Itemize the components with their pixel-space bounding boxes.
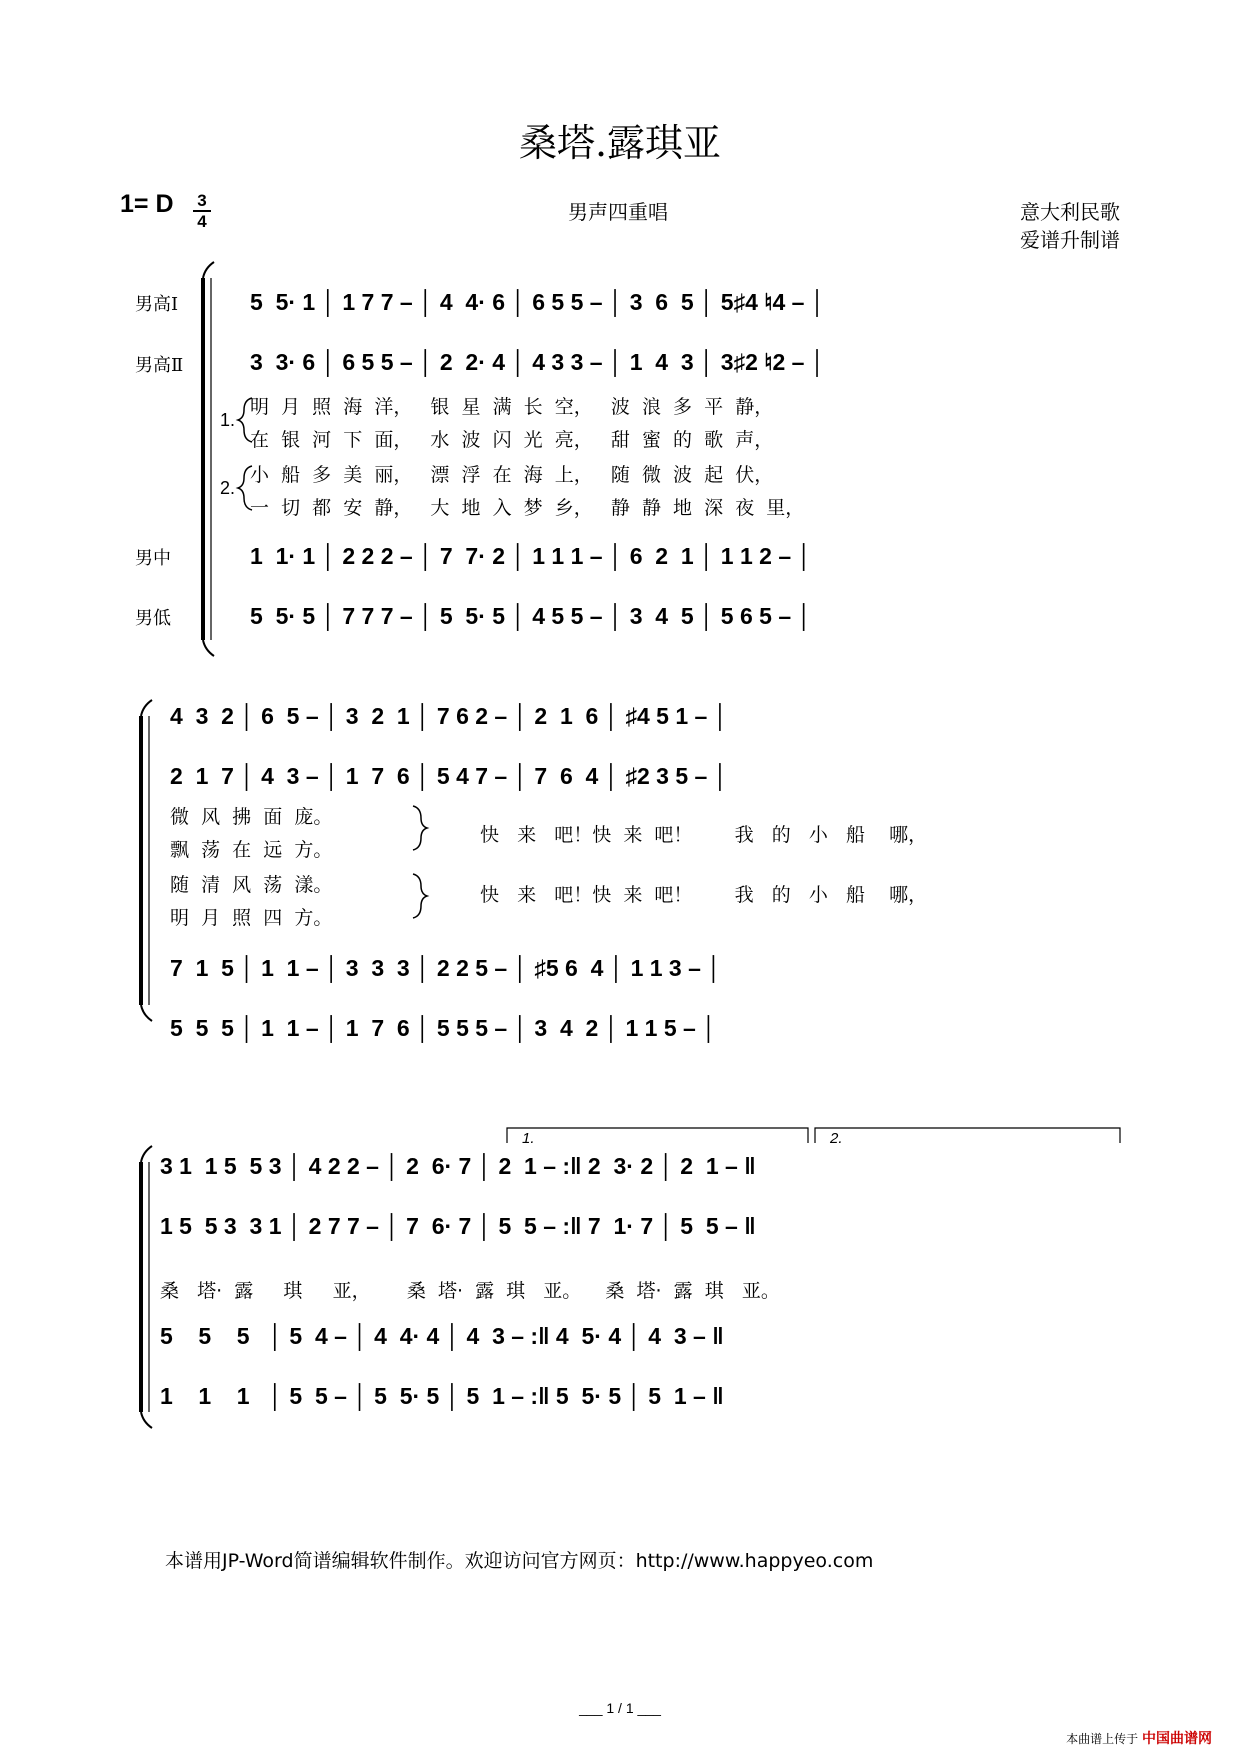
- system-2-tenor-1-notes: 4 3 2 │ 6 5 – │ 3 2 1 │ 7 6 2 – │ 2 1 6 │ ♯4 5 1 – │: [170, 703, 729, 729]
- system-2-lyric-line: 明 月 照 四 方。: [170, 907, 333, 929]
- subtitle: 男声四重唱: [568, 200, 668, 224]
- footer-note: 本谱用JP-Word简谱编辑软件制作。欢迎访问官方网页：http://www.happyeo.com: [165, 1550, 874, 1572]
- part-name-bass: 男低: [135, 608, 171, 629]
- time-signature-bottom: 4: [197, 212, 207, 231]
- verse-label-2: 2.: [220, 478, 236, 498]
- system-2-refrain-line: 快 来 吧！快 来 吧！ 我 的 小 船 哪，: [480, 824, 928, 846]
- ending-2-label: 2.: [830, 1130, 843, 1147]
- volta-1: [507, 1128, 808, 1143]
- watermark-site: 中国曲谱网: [1142, 1731, 1212, 1747]
- ending-1-label: 1.: [522, 1130, 535, 1147]
- composer: 意大利民歌: [1020, 200, 1120, 224]
- system-1-lyric-line: 明 月 照 海 洋， 银 星 满 长 空， 波 浪 多 平 静，: [250, 396, 774, 418]
- verse-1-close-brace: [413, 806, 427, 850]
- system-2-tenor-2-notes: 2 1 7 │ 4 3 – │ 1 7 6 │ 5 4 7 – │ 7 6 4 │ ♯2 3 5 – │: [170, 763, 729, 789]
- system-2-lyric-line: 随 清 风 荡 漾。: [170, 874, 333, 896]
- part-name-tenor-2: 男高Ⅱ: [135, 355, 184, 376]
- system-3-baritone-notes: 5 5 5 │ 5 4 – │ 4 4· 4 │ 4 3 – :‖ 4 5· 4 │ 4 3 – ‖: [160, 1323, 724, 1349]
- time-signature-top: 3: [193, 191, 211, 212]
- system-2-refrain-line: 快 来 吧！快 来 吧！ 我 的 小 船 哪，: [480, 884, 928, 906]
- volta-2: [815, 1128, 1120, 1143]
- system-3-tenor-1-notes: 3 1 1 5 5 3 │ 4 2 2 – │ 2 6· 7 │ 2 1 – :‖ 2 3· 2 │ 2 1 – ‖: [160, 1153, 756, 1179]
- system-2-bass-notes: 5 5 5 │ 1 1 – │ 1 7 6 │ 5 5 5 – │ 3 4 2 │ 1 1 5 – │: [170, 1015, 717, 1041]
- part-name-baritone: 男中: [135, 548, 171, 569]
- system-1-lyric-line: 一 切 都 安 静， 大 地 入 梦 乡， 静 静 地 深 夜 里，: [250, 497, 805, 519]
- verse-2-close-brace: [413, 874, 427, 918]
- system-1-lyric-line: 在 银 河 下 面， 水 波 闪 光 亮， 甜 蜜 的 歌 声，: [250, 429, 774, 451]
- watermark: [1066, 1728, 1212, 1748]
- part-name-tenor-1: 男高Ⅰ: [135, 294, 179, 315]
- key-signature: 1= D: [120, 190, 174, 218]
- page-number: ___ 1 / 1 ___: [579, 1700, 661, 1716]
- system-1-lyric-line: 小 船 多 美 丽， 漂 浮 在 海 上， 随 微 波 起 伏，: [250, 464, 774, 486]
- arranger: 爱谱升制谱: [1020, 228, 1120, 252]
- page-title: 桑塔.露琪亚: [518, 121, 722, 165]
- system-3-tenor-2-notes: 1 5 5 3 3 1 │ 2 7 7 – │ 7 6· 7 │ 5 5 – :‖ 7 1· 7 │ 5 5 – ‖: [160, 1213, 756, 1239]
- system-1-tenor-2-notes: 3 3· 6 │ 6 5 5 – │ 2 2· 4 │ 4 3 3 – │ 1 4 3 │ 3♯2 ♮2 – │: [250, 349, 826, 375]
- system-1-tenor-1-notes: 5 5· 1 │ 1 7 7 – │ 4 4· 6 │ 6 5 5 – │ 3 6 5 │ 5♯4 ♮4 – │: [250, 289, 826, 315]
- system-1-baritone-notes: 1 1· 1 │ 2 2 2 – │ 7 7· 2 │ 1 1 1 – │ 6 2 1 │ 1 1 2 – │: [250, 543, 812, 569]
- system-2-baritone-notes: 7 1 5 │ 1 1 – │ 3 3 3 │ 2 2 5 – │ ♯5 6 4 │ 1 1 3 – │: [170, 955, 722, 981]
- system-1-bass-notes: 5 5· 5 │ 7 7 7 – │ 5 5· 5 │ 4 5 5 – │ 3 4 5 │ 5 6 5 – │: [250, 603, 812, 629]
- system-2-lyric-line: 飘 荡 在 远 方。: [170, 839, 333, 861]
- watermark-text: 本曲谱上传于: [1066, 1732, 1139, 1746]
- verse-label-1: 1.: [220, 410, 236, 430]
- system-3-lyric-line: 桑 塔· 露 琪 亚， 桑 塔· 露 琪 亚。 桑 塔· 露 琪 亚。: [160, 1280, 780, 1302]
- system-3-bass-notes: 1 1 1 │ 5 5 – │ 5 5· 5 │ 5 1 – :‖ 5 5· 5 │ 5 1 – ‖: [160, 1383, 724, 1409]
- system-2-lyric-line: 微 风 拂 面 庞。: [170, 806, 333, 828]
